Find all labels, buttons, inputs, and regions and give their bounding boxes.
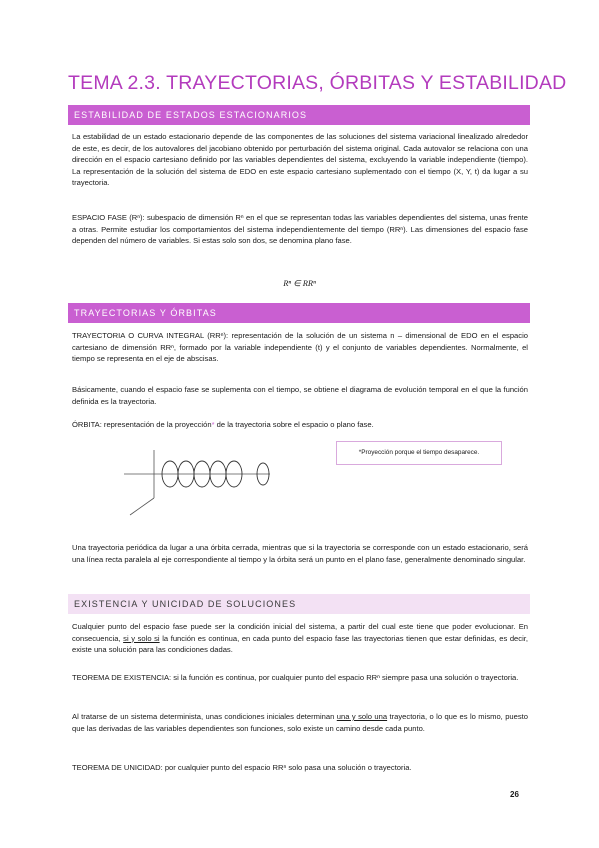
trajectory-helix-figure [110, 440, 280, 520]
paragraph-uniqueness-theorem: TEOREMA DE UNICIDAD: por cualquier punto del espacio RRⁿ solo pasa una solución o trayectoria. [72, 763, 412, 772]
paragraph-phase-space: ESPACIO FASE (Rⁿ): subespacio de dimensión Rⁿ en el que se representan todas las variables dependientes del sistema, unas frente a otras. Permite estudiar los comportamientos del sistema independientemente del tiempo (RRⁿ). Las dimensiones del espacio fase dependen del número de variables. Si estas solo son dos, se denomina plano fase. [72, 213, 528, 245]
orbit-text-b: de la trayectoria sobre el espacio o plano fase. [214, 420, 374, 429]
projection-note: *Proyección porque el tiempo desaparece. [336, 441, 502, 465]
orbit-text-a: ÓRBITA: representación de la proyección [72, 420, 212, 429]
paragraph-existence-theorem: TEOREMA DE EXISTENCIA: si la función es continua, por cualquier punto del espacio RRⁿ siempre pasa una solución o trayectoria. [72, 673, 519, 682]
underlined-iff: si y solo si [123, 633, 160, 643]
section-header-trajectories: TRAYECTORIAS Y ÓRBITAS [68, 303, 530, 323]
footnote-marker: * [211, 420, 215, 429]
paragraph-time-diagram: Básicamente, cuando el espacio fase se suplementa con el tiempo, se obtiene el diagrama de evolución temporal en el que la función definida es la trayectoria. [72, 385, 528, 406]
underlined-one-and-only-one: una y solo una [336, 712, 388, 721]
determinism-text-b: trayectoria, o lo que es lo mismo, puesto que las derivadas de las variables dependientes son funciones, solo existe un camino desde cada punto. [72, 712, 528, 733]
paragraph-trajectory-definition: TRAYECTORIA O CURVA INTEGRAL (RRⁿ): representación de la solución de un sistema n – dimensional de EDO en el espacio cartesiano de dimensión RRⁿ, formado por la variable independiente (t) y el conjunto de variables dependientes. Normalmente, el tiempo se representa en el eje de abscisas. [72, 331, 528, 363]
page-title: TEMA 2.3. TRAYECTORIAS, ÓRBITAS Y ESTABILIDAD [68, 72, 567, 94]
initial-condition-text-a: Cualquier punto del espacio fase puede ser la condición inicial del sistema, a partir del cual este tiene que poder evolucionar. En consecuencia, [72, 622, 528, 643]
determinism-text-a: Al tratarse de un sistema determinista, unas condiciones iniciales determinan [72, 712, 337, 721]
section-header-stability: ESTABILIDAD DE ESTADOS ESTACIONARIOS [68, 105, 530, 125]
paragraph-periodic-orbit: Una trayectoria periódica da lugar a una órbita cerrada, mientras que si la trayectoria se corresponde con un estado estacionario, será una línea recta paralela al eje correspondiente al tiempo y la órbita será un punto en el plano fase, generalmente denominado singular. [72, 543, 528, 564]
page-number: 26 [510, 790, 519, 799]
paragraph-stability: La estabilidad de un estado estacionario depende de las componentes de las soluciones del sistema variacional linealizado alrededor de este, es decir, de los autovalores del jacobiano obtenido por perturbación del sistema original. Cada autovalor se relaciona con una dirección en el espacio cartesiano definido por las variables dependientes del sistema, excluyendo la variable independiente (tiempo). La representación de la solución del sistema de EDO en este espacio cartesiano suplementado con el tiempo (X, Y, t) da lugar a su trayectoria. [72, 132, 528, 187]
formula: Rⁿ ∈ RRⁿ [283, 278, 316, 288]
paragraph-orbit [72, 419, 528, 431]
initial-condition-text-b: la función es continua, en cada punto del espacio fase las trayectorias tienen que estar definidas, es decir, existe una solución para las condiciones dadas. [72, 633, 528, 654]
paragraph-determinism [72, 711, 528, 734]
section-header-existence: EXISTENCIA Y UNICIDAD DE SOLUCIONES [68, 594, 530, 614]
paragraph-initial-condition [72, 621, 528, 656]
